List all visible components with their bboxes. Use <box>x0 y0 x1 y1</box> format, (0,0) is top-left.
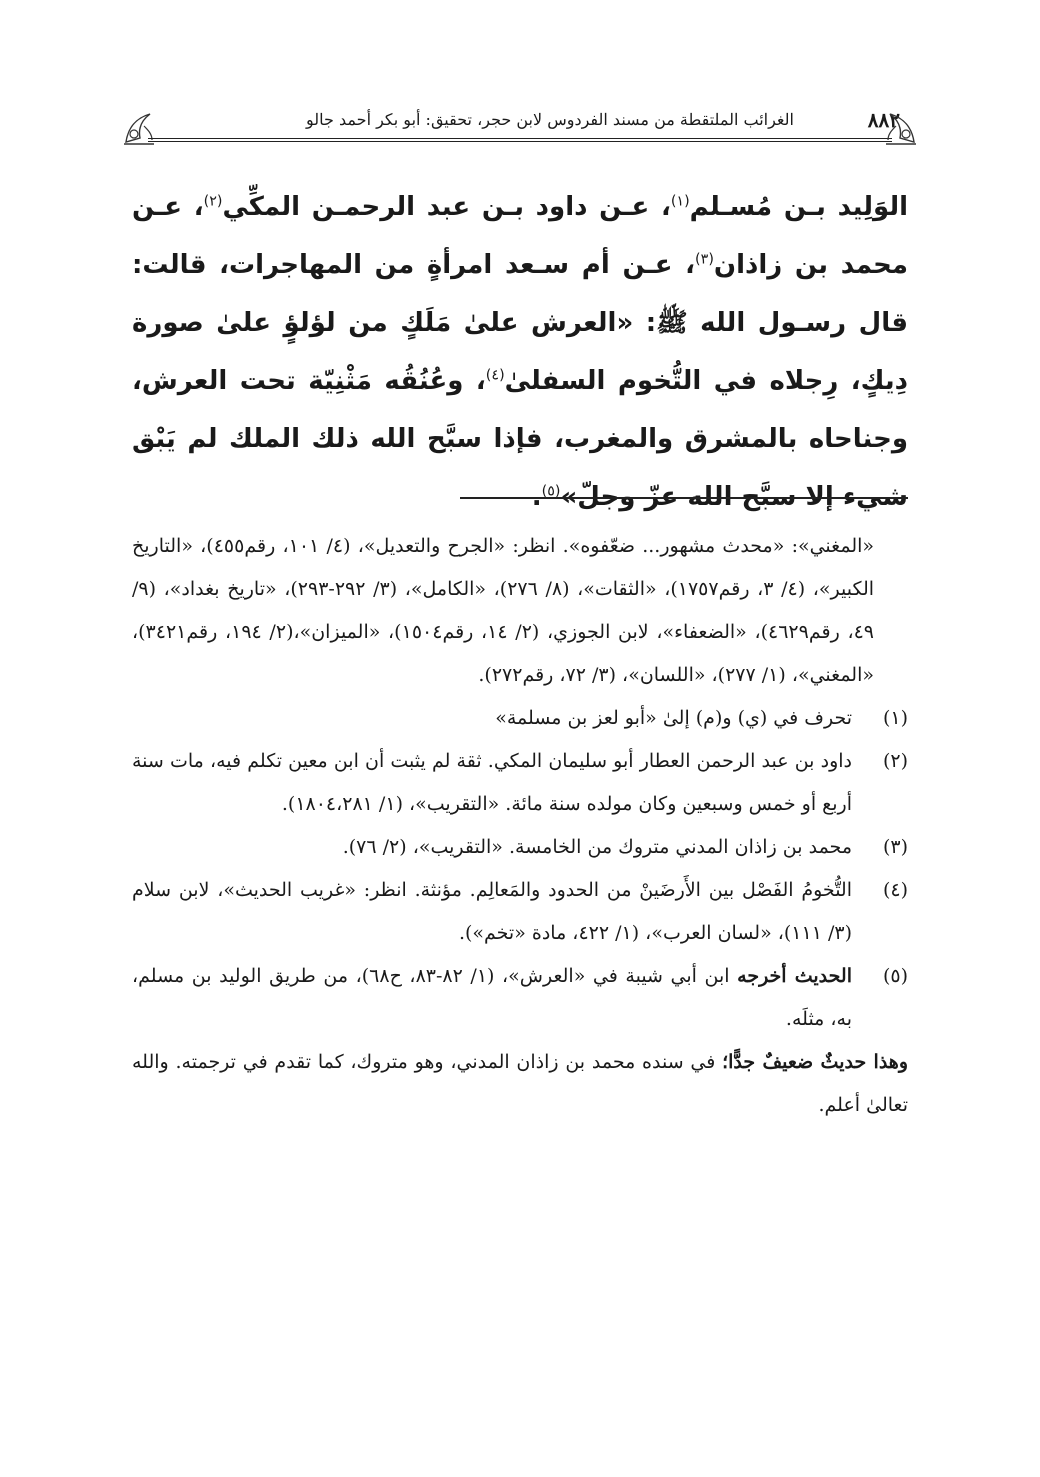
footnote-item <box>132 826 908 869</box>
footnote-text <box>132 955 852 1041</box>
hadith-text-part: الوَلِيد بـن مُسـلم <box>689 192 908 222</box>
closing-lead: وهذا حديثٌ ضعيفٌ جدًّا؛ <box>722 1051 908 1073</box>
footnote-number: (١) <box>882 707 908 729</box>
header-rule <box>148 138 892 142</box>
footnote-item <box>132 869 908 955</box>
footnote-ref-5[interactable]: (٥) <box>541 483 561 500</box>
footnote-continuation: «المغني»: «محدث مشهور... ضعّفوه». انظر: «الجرح والتعديل»، (٤/ ١٠١، رقم٤٥٥)، «التاريخ الكبير»، (٤/ ٣، رقم١٧٥٧)، «الثقات»، (٨/ ٢٧٦)، «الكامل»، (٣/ ٢٩٢-٢٩٣)، «تاريخ بغداد»، (٩/ ٤٩، رقم٤٦٢٩)، «الضعفاء»، لابن الجوزي، (٢/ ١٤، رقم١٥٠٤)، «الميزان»،(٢/ ١٩٤، رقم٣٤٢١)، «المغني»، (١/ ٢٧٧)، «اللسان»، (٣/ ٧٢، رقم٢٧٢). <box>132 535 875 686</box>
hadith-text-part: ، عـن محمد بن زاذان <box>132 192 909 280</box>
running-header <box>122 108 918 148</box>
footnote-ref-4[interactable]: (٤) <box>485 367 505 384</box>
running-title: الغرائب الملتقطة من مسند الفردوس لابن حجر، تحقيق: أبو بكر أحمد جالو <box>306 110 794 129</box>
footnote-text: داود بن عبد الرحمن العطار أبو سليمان المكي. ثقة لم يثبت أن ابن معين تكلم فيه، مات سنة أربع أو خمس وسبعين وكان مولده سنة مائة. «التقريب»، (١/ ١٨٠٤،٢٨١). <box>132 750 852 815</box>
footnote-number: (٥) <box>882 965 908 987</box>
footnote-number: (٢) <box>882 750 908 772</box>
footnote-number: (٣) <box>882 836 908 858</box>
footnote-text: التُّخومُ الفَصْل بين الأَرضَينْ من الحدود والمَعالِم. مؤنثة. انظر: «غريب الحديث»، لابن سلام (٣/ ١١١)، «لسان العرب»، (١/ ٤٢٢، مادة «تخم»). <box>132 879 852 944</box>
hadith-text-part: ، عـن أم سـعد امرأةٍ من المهاجرات، قالت: قال رسـول الله ﷺ: «العرش علىٰ مَلَكٍ من لؤلؤٍ علىٰ صورة دِيكٍ، رِجلاه في التُّخوم السفلىٰ <box>132 250 908 396</box>
right-header-ornament-icon <box>884 108 918 148</box>
footnote-item <box>132 955 908 1041</box>
page-number: ٨٨٢ <box>867 108 900 132</box>
footnote-item <box>132 697 908 740</box>
footnotes <box>132 525 908 1127</box>
footnote-ref-3[interactable]: (٣) <box>695 251 714 268</box>
main-text <box>132 178 908 526</box>
closing-paragraph <box>132 1041 908 1127</box>
footnote-separator <box>460 497 908 499</box>
footnote-text: محمد بن زاذان المدني متروك من الخامسة. «التقريب»، (٢/ ٧٦). <box>342 836 852 858</box>
closing-text: في سنده محمد بن زاذان المدني، وهو متروك، كما تقدم في ترجمته. والله تعالىٰ أعلم. <box>132 1051 908 1116</box>
left-header-ornament-icon <box>122 108 156 148</box>
footnote-text: تحرف في (ي) و(م) إلىٰ «أبو لعز بن مسلمة» <box>495 707 852 729</box>
hadith-text-part: ، عـن داود بـن عبد الرحمـن المكِّي <box>222 192 671 222</box>
hadith-text-part: . <box>531 482 542 512</box>
footnote-ref-1[interactable]: (١) <box>670 193 690 210</box>
footnote-rest: ابن أبي شيبة في «العرش»، (١/ ٨٢-٨٣، ح٦٨)، من طريق الوليد بن مسلم، به، مثلَه. <box>132 965 852 1030</box>
hadith-paragraph <box>132 178 908 526</box>
footnote-number: (٤) <box>882 879 908 901</box>
footnote-lead: الحديث أخرجه <box>737 965 852 987</box>
footnote-ref-2[interactable]: (٢) <box>203 193 223 210</box>
footnote-item <box>132 740 908 826</box>
hadith-text-part: ، وعُنُقُه مَثْنِيّة تحت العرش، وجناحاه بالمشرق والمغرب، فإذا سبَّح الله ذلك الملك لم يَبْق شيء إلا سبَّح الله عزّ وجلّ» <box>132 366 908 512</box>
